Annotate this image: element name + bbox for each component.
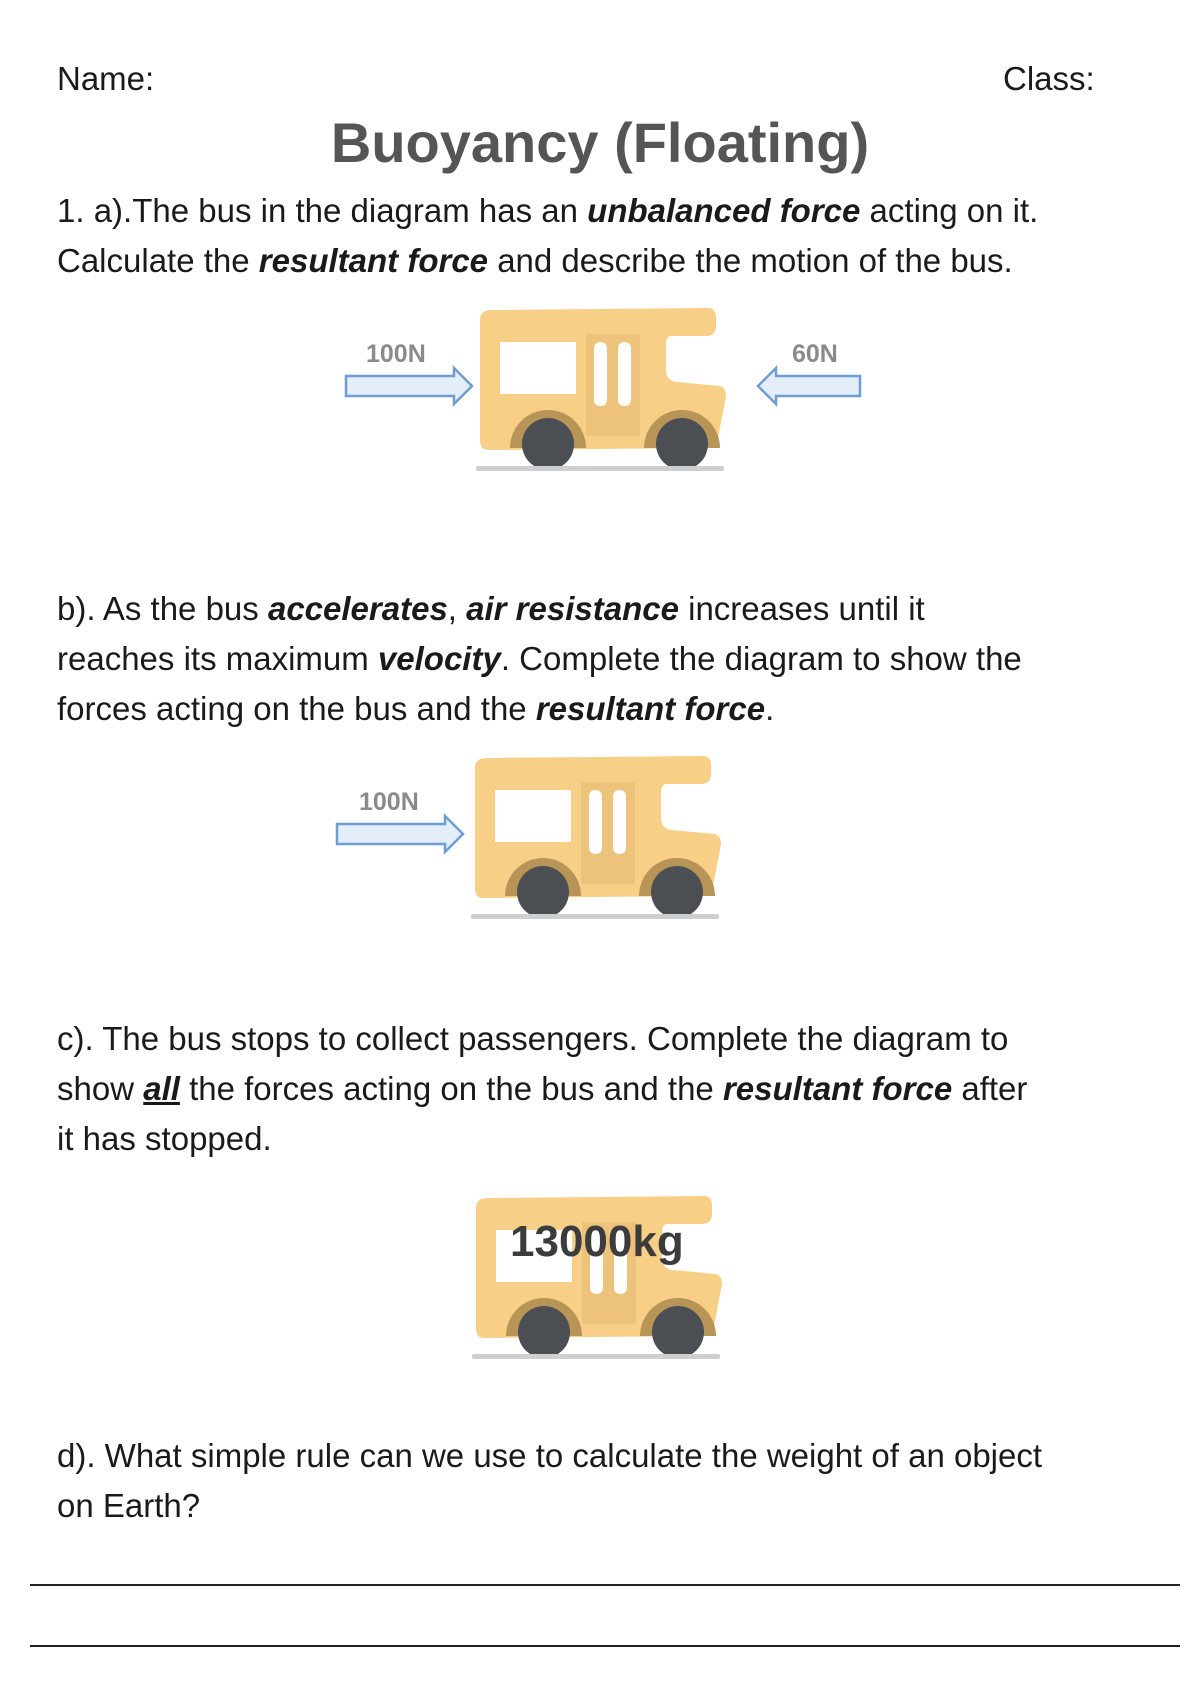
q1b-line3: forces acting on the bus and the resultant force. — [57, 690, 775, 727]
q1a-line1: 1. a).The bus in the diagram has an unbalanced force acting on it. — [57, 192, 1039, 229]
page-title: Buoyancy (Floating) — [330, 111, 870, 174]
question-1d — [57, 1431, 1157, 1531]
q1d-line1: d). What simple rule can we use to calculate the weight of an object — [57, 1437, 1043, 1474]
question-1b — [57, 584, 1157, 734]
q1a-line2: Calculate the resultant force and describe the motion of the bus. — [57, 242, 1013, 279]
bus-diagram-a — [330, 300, 870, 480]
answer-line-2[interactable] — [30, 1645, 1180, 1647]
name-label: Name: — [57, 60, 155, 97]
force-arrow-right — [337, 816, 463, 852]
force-label-right: 60N — [792, 340, 838, 368]
q1c-line3: it has stopped. — [57, 1120, 272, 1157]
mass-label: 13000kg — [510, 1217, 684, 1266]
q1c-line1: c). The bus stops to collect passengers. Complete the diagram to — [57, 1020, 1009, 1057]
force-label-left: 100N — [359, 788, 419, 816]
force-arrow-right — [346, 368, 472, 404]
bus-image — [471, 756, 721, 919]
q1b-line1: b). As the bus accelerates, air resistance increases until it — [57, 590, 925, 627]
force-label-left: 100N — [366, 340, 426, 368]
answer-line-1[interactable] — [30, 1584, 1180, 1586]
q1d-line2: on Earth? — [57, 1487, 201, 1524]
class-label: Class: — [1003, 60, 1095, 97]
q1c-line2: show all the forces acting on the bus and the resultant force after — [57, 1070, 1028, 1107]
question-1c — [57, 1014, 1157, 1164]
question-1a — [57, 186, 1157, 286]
bus-diagram-c — [460, 1188, 760, 1368]
bus-image — [476, 308, 726, 471]
force-arrow-left — [758, 368, 860, 404]
q1b-line2: reaches its maximum velocity. Complete the diagram to show the — [57, 640, 1022, 677]
bus-diagram-b — [325, 748, 765, 928]
